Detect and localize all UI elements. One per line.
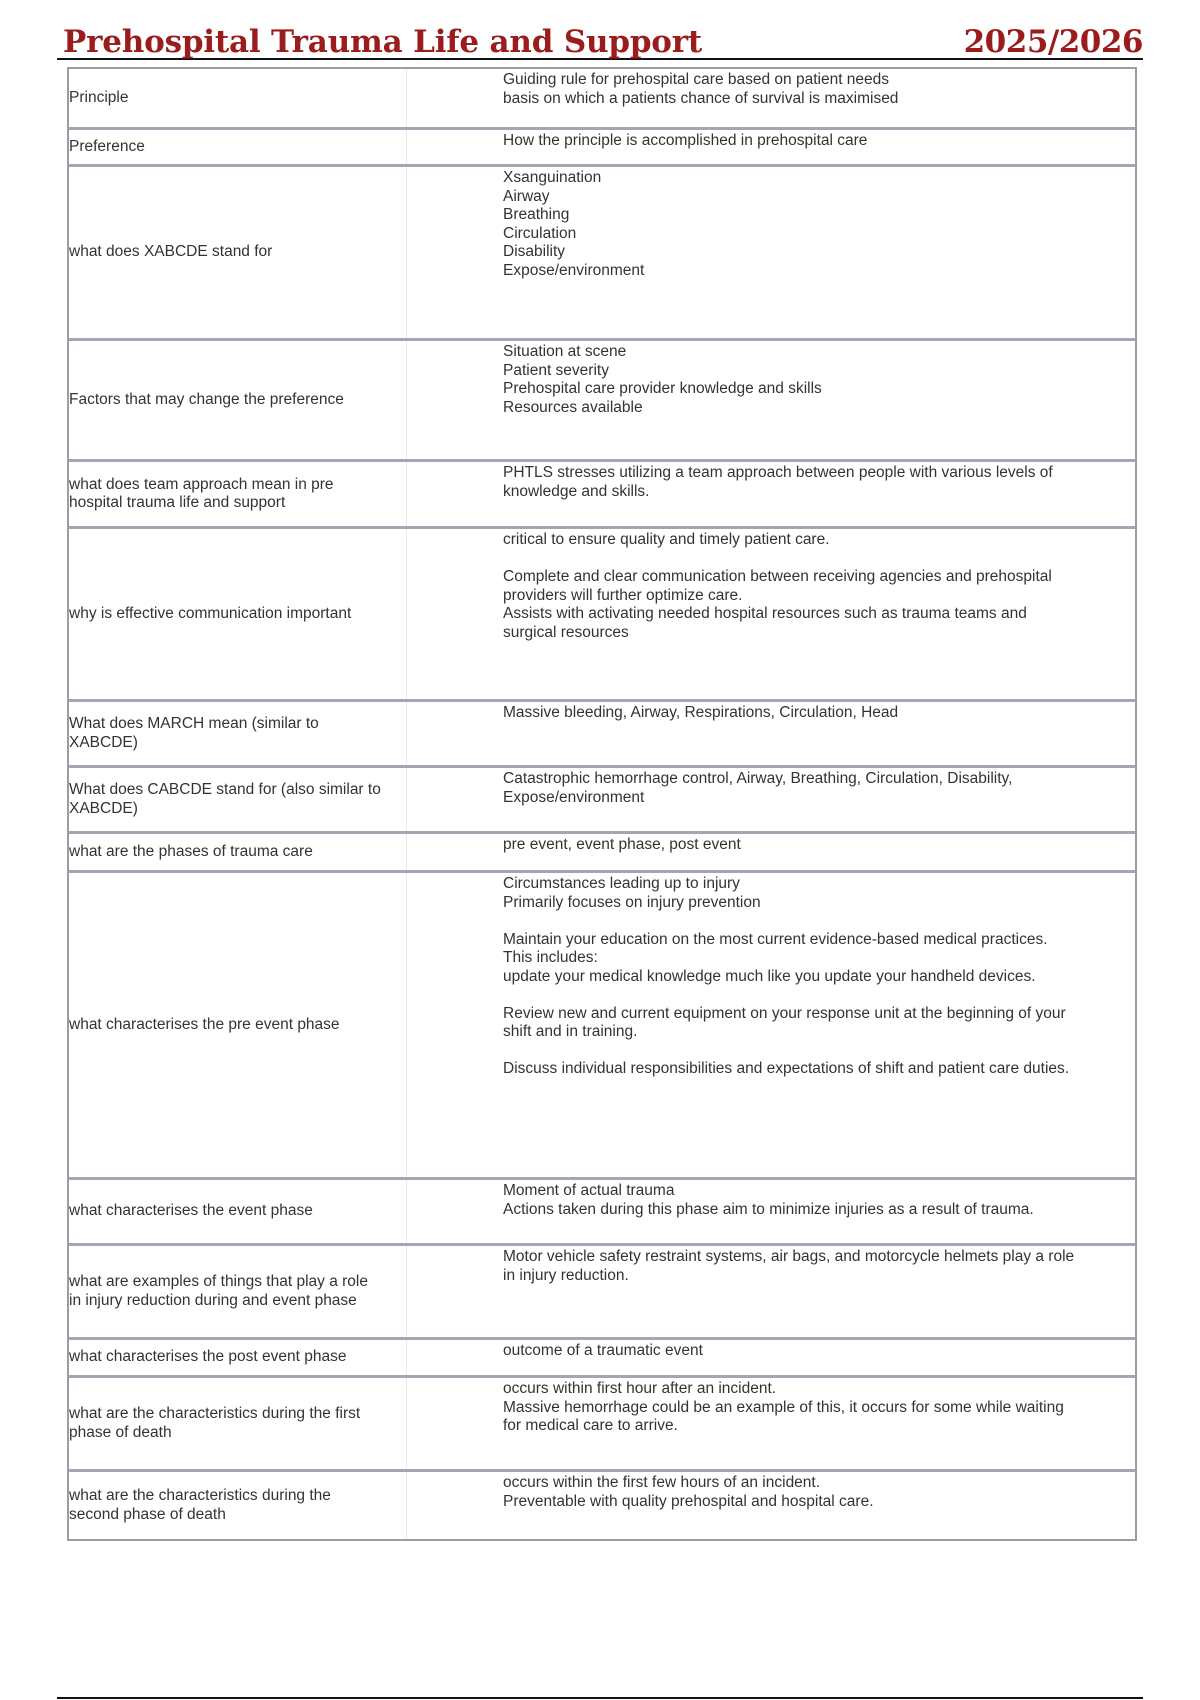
- flashcard-term-cell: [69, 1340, 407, 1375]
- flashcard-term-cell: [69, 130, 407, 164]
- definition-spacer: [503, 912, 1075, 931]
- definition-line: Complete and clear communication between receiving agencies and prehospital: [503, 568, 1052, 585]
- definition-line: Motor vehicle safety restraint systems, air bags, and motorcycle helmets play a role: [503, 1248, 1075, 1265]
- flashcard-term: what characterises the event phase: [69, 1202, 313, 1220]
- flashcard-term-cell: [69, 768, 407, 831]
- definition-line: providers will further optimize care.: [503, 586, 743, 604]
- definition-line: critical to ensure quality and timely patient care.: [503, 531, 830, 548]
- definition-line: Airway: [503, 187, 550, 205]
- flashcard-term: what does XABCDE stand for: [69, 243, 273, 261]
- flashcard-definition: [407, 1180, 1135, 1243]
- flashcard-definition: [407, 834, 1135, 870]
- definition-line: surgical resources: [503, 623, 629, 641]
- flashcard-row: [69, 462, 1135, 529]
- definition-line: Resources available: [503, 398, 643, 416]
- flashcard-row: [69, 1472, 1135, 1539]
- flashcard-term-cell: [69, 873, 407, 1177]
- definition-line: Expose/environment: [503, 788, 645, 806]
- definition-spacer: [503, 1042, 1075, 1061]
- flashcard-row: [69, 1246, 1135, 1340]
- flashcard-term-cell: [69, 462, 407, 526]
- definition-line: How the principle is accomplished in prehospital care: [503, 132, 868, 149]
- flashcard-row: [69, 873, 1135, 1180]
- flashcard-term-cell: [69, 1246, 407, 1337]
- flashcard-row: [69, 768, 1135, 834]
- flashcard-definition: [407, 873, 1135, 1177]
- flashcard-definition: [407, 768, 1135, 831]
- flashcard-row: [69, 1180, 1135, 1246]
- document-year: 2025/2026: [963, 24, 1143, 60]
- definition-line: update your medical knowledge much like you update your handheld devices.: [503, 967, 1036, 985]
- definition-line: Actions taken during this phase aim to minimize injuries as a result of trauma.: [503, 1200, 1034, 1218]
- flashcard-definition: [407, 1340, 1135, 1375]
- definition-line: Disability: [503, 243, 566, 260]
- flashcard-term-cell: [69, 1378, 407, 1469]
- flashcard-term: Principle: [69, 88, 129, 106]
- definition-line: pre event, event phase, post event: [503, 836, 741, 853]
- definition-line: knowledge and skills.: [503, 482, 650, 500]
- flashcard-term: what are the characteristics during the first phase of death: [69, 1405, 361, 1441]
- definition-line: PHTLS stresses utilizing a team approach between people with various levels of: [503, 464, 1053, 481]
- flashcard-row: [69, 69, 1135, 130]
- definition-line: for medical care to arrive.: [503, 1417, 678, 1434]
- flashcard-term: what does team approach mean in pre hospital trauma life and support: [69, 475, 334, 511]
- flashcard-table: [67, 67, 1137, 1541]
- definition-line: Discuss individual responsibilities and expectations of shift and patient care duties.: [503, 1060, 1070, 1077]
- definition-line: Circumstances leading up to injury: [503, 875, 740, 892]
- definition-spacer: [503, 986, 1075, 1005]
- flashcard-term-cell: [69, 69, 407, 127]
- flashcard-definition: [407, 462, 1135, 526]
- document-title: Prehospital Trauma Life and Support: [63, 24, 703, 60]
- definition-line: Catastrophic hemorrhage control, Airway, Breathing, Circulation, Disability,: [503, 770, 1013, 787]
- flashcard-definition: [407, 1472, 1135, 1539]
- definition-line: Guiding rule for prehospital care based on patient needs: [503, 71, 890, 88]
- flashcard-definition: [407, 702, 1135, 765]
- flashcard-term: what are the phases of trauma care: [69, 842, 313, 860]
- flashcard-term-cell: [69, 702, 407, 765]
- definition-line: shift and in training.: [503, 1023, 638, 1040]
- definition-spacer: [503, 550, 1075, 569]
- definition-line: occurs within the first few hours of an incident.: [503, 1474, 821, 1491]
- flashcard-term: What does MARCH mean (similar to XABCDE): [69, 715, 319, 751]
- flashcard-definition: [407, 1378, 1135, 1469]
- flashcard-term: why is effective communication important: [69, 604, 352, 622]
- footer-rule: [57, 1697, 1143, 1699]
- flashcard-definition: [407, 341, 1135, 459]
- flashcard-term: what characterises the post event phase: [69, 1348, 347, 1366]
- flashcard-definition: [407, 130, 1135, 164]
- definition-line: Preventable with quality prehospital and hospital care.: [503, 1492, 874, 1510]
- flashcard-row: [69, 167, 1135, 341]
- definition-line: Expose/environment: [503, 261, 645, 279]
- flashcard-row: [69, 702, 1135, 768]
- page-header: [57, 22, 1143, 60]
- flashcard-term: what are the characteristics during the second phase of death: [69, 1487, 331, 1523]
- flashcard-definition: [407, 1246, 1135, 1337]
- definition-line: Massive bleeding, Airway, Respirations, Circulation, Head: [503, 704, 899, 721]
- definition-line: Primarily focuses on injury prevention: [503, 893, 761, 911]
- definition-line: This includes:: [503, 949, 598, 966]
- definition-line: Moment of actual trauma: [503, 1182, 675, 1199]
- definition-line: outcome of a traumatic event: [503, 1342, 703, 1359]
- definition-line: Maintain your education on the most current evidence-based medical practices.: [503, 930, 1048, 948]
- definition-line: Patient severity: [503, 361, 609, 379]
- flashcard-term: Preference: [69, 137, 145, 155]
- flashcard-definition: [407, 69, 1135, 127]
- flashcard-row: [69, 1378, 1135, 1472]
- definition-line: occurs within first hour after an incident.: [503, 1380, 777, 1397]
- flashcard-row: [69, 529, 1135, 702]
- definition-line: Breathing: [503, 206, 570, 223]
- definition-line: in injury reduction.: [503, 1266, 629, 1284]
- flashcard-term: What does CABCDE stand for (also similar to XABCDE): [69, 781, 381, 817]
- flashcard-term-cell: [69, 167, 407, 338]
- flashcard-term-cell: [69, 834, 407, 870]
- definition-line: Prehospital care provider knowledge and skills: [503, 380, 822, 397]
- definition-line: Massive hemorrhage could be an example of this, it occurs for some while waiting: [503, 1398, 1064, 1416]
- definition-line: Review new and current equipment on your response unit at the beginning of your: [503, 1004, 1066, 1022]
- flashcard-row: [69, 1340, 1135, 1378]
- definition-line: Xsanguination: [503, 169, 602, 186]
- definition-line: Situation at scene: [503, 343, 627, 360]
- flashcard-term-cell: [69, 341, 407, 459]
- flashcard-row: [69, 834, 1135, 873]
- flashcard-definition: [407, 167, 1135, 338]
- flashcard-term: what characterises the pre event phase: [69, 1015, 340, 1033]
- flashcard-definition: [407, 529, 1135, 699]
- definition-line: basis on which a patients chance of survival is maximised: [503, 89, 899, 107]
- flashcard-row: [69, 130, 1135, 167]
- flashcard-row: [69, 341, 1135, 462]
- flashcard-term: Factors that may change the preference: [69, 390, 344, 408]
- flashcard-term-cell: [69, 1180, 407, 1243]
- flashcard-term: what are examples of things that play a role in injury reduction during and event phase: [69, 1273, 368, 1309]
- definition-line: Assists with activating needed hospital resources such as trauma teams and: [503, 605, 1027, 622]
- definition-line: Circulation: [503, 224, 577, 242]
- flashcard-term-cell: [69, 529, 407, 699]
- flashcard-term-cell: [69, 1472, 407, 1539]
